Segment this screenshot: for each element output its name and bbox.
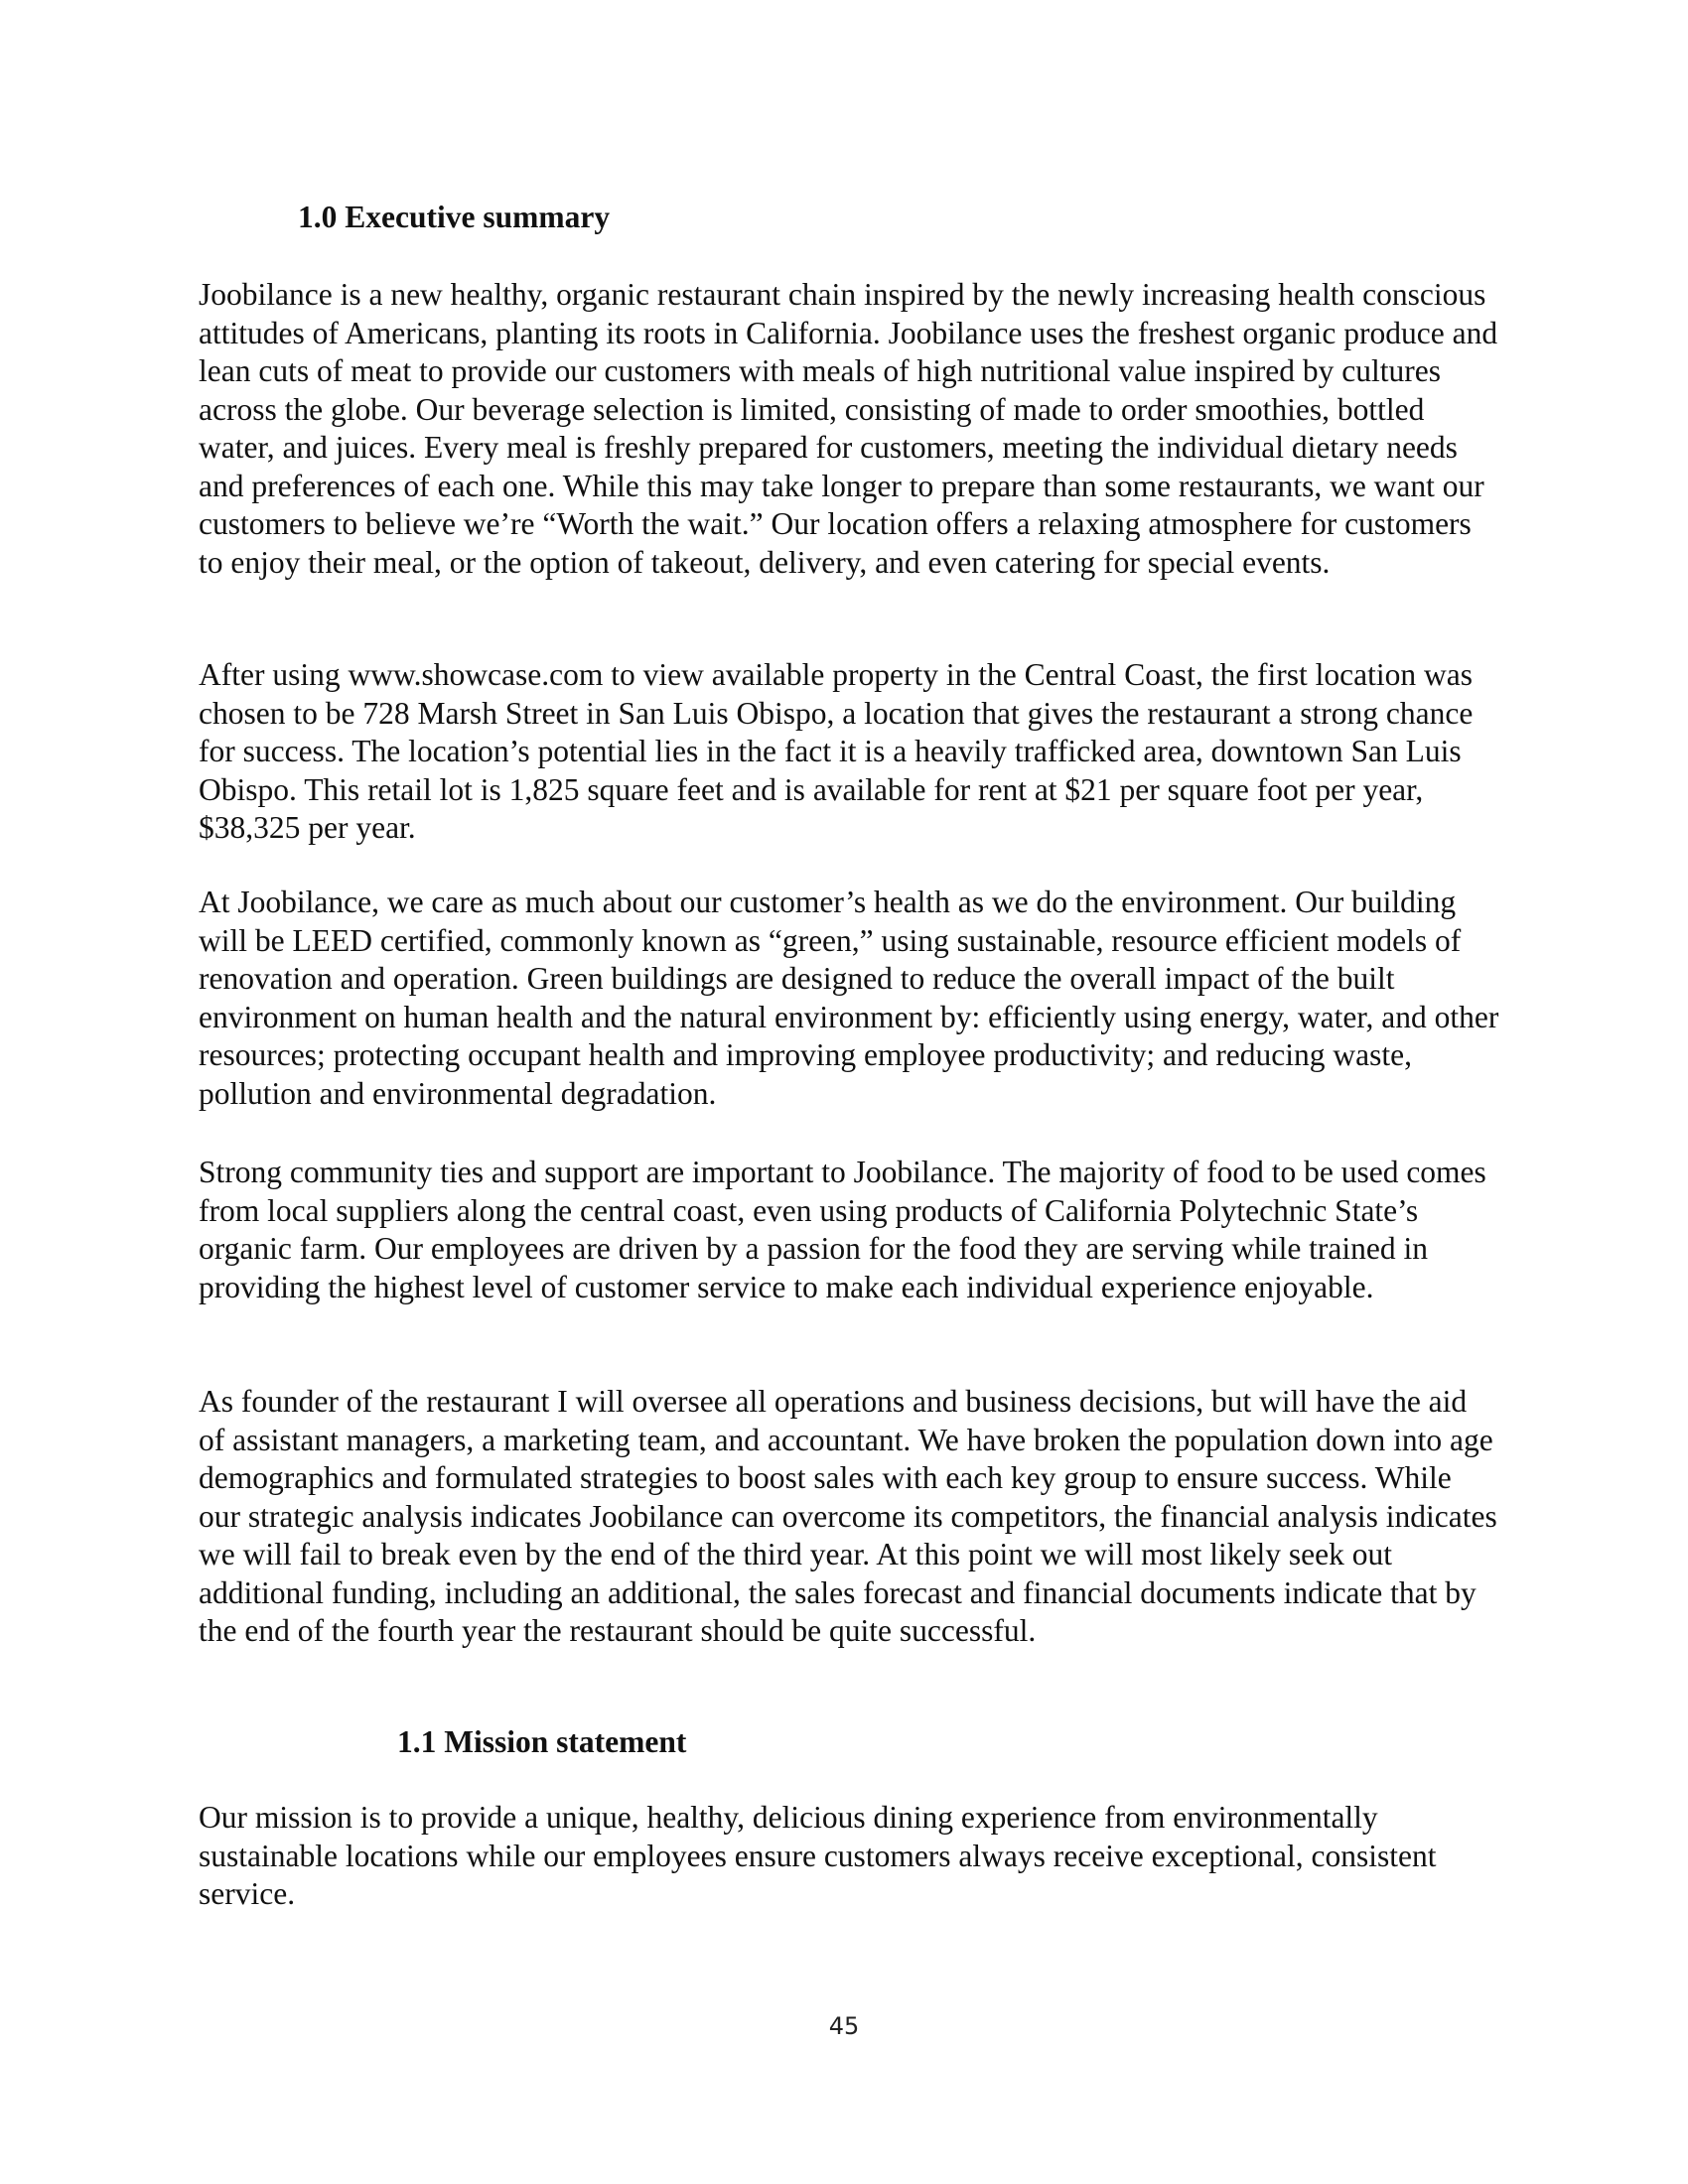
paragraph-mission: Our mission is to provide a unique, healthy, delicious dining experience from environmentally sustainable locations while our employees ensure customers always receive exceptional, consistent service.: [199, 1800, 1437, 1911]
page-number: 45: [828, 2012, 860, 2040]
section-heading-executive-summary: 1.0 Executive summary: [298, 200, 611, 234]
paragraph-company-overview: Joobilance is a new healthy, organic restaurant chain inspired by the newly increasing health conscious attitudes of Americans, planting its roots in California. Joobilance uses the freshest organic produce and lean cuts of meat to provide our customers with meals of high nutritional value inspired by cultures across the globe. Our beverage selection is limited, consisting of made to order smoothies, bottled water, and juices. Every meal is freshly prepared for customers, meeting the individual dietary needs and preferences of each one. While this may take longer to prepare than some restaurants, we want our customers to believe we’re “Worth the wait.” Our location offers a relaxing atmosphere for customers to enjoy their meal, or the option of takeout, delivery, and even catering for special events.: [199, 277, 1498, 580]
paragraph-community: Strong community ties and support are important to Joobilance. The majority of food to be used comes from local suppliers along the central coast, even using products of California Polytechnic State’s organic farm. Our employees are driven by a passion for the food they are serving while trained in providing the highest level of customer service to make each individual experience enjoyable.: [199, 1155, 1486, 1304]
paragraph-management-financials: As founder of the restaurant I will oversee all operations and business decisions, but will have the aid of assistant managers, a marketing team, and accountant. We have broken the population down into age demographics and formulated strategies to boost sales with each key group to ensure success. While our strategic analysis indicates Joobilance can overcome its competitors, the financial analysis indicates we will fail to break even by the end of the third year. At this point we will most likely seek out additional funding, including an additional, the sales forecast and financial documents indicate that by the end of the fourth year the restaurant should be quite successful.: [199, 1384, 1497, 1648]
paragraph-environment: At Joobilance, we care as much about our customer’s health as we do the environment. Our building will be LEED certified, commonly known as “green,” using sustainable, resource efficient models of renovation and operation. Green buildings are designed to reduce the overall impact of the built environment on human health and the natural environment by: efficiently using energy, water, and other resources; protecting occupant health and improving employee productivity; and reducing waste, pollution and environmental degradation.: [199, 885, 1499, 1111]
section-heading-mission-statement: 1.1 Mission statement: [397, 1724, 687, 1759]
paragraph-location: After using www.showcase.com to view available property in the Central Coast, the first location was chosen to be 728 Marsh Street in San Luis Obispo, a location that gives the restaurant a strong chance for success. The location’s potential lies in the fact it is a heavily trafficked area, downtown San Luis Obispo. This retail lot is 1,825 square feet and is available for rent at $21 per square foot per year, $38,325 per year.: [199, 657, 1474, 845]
